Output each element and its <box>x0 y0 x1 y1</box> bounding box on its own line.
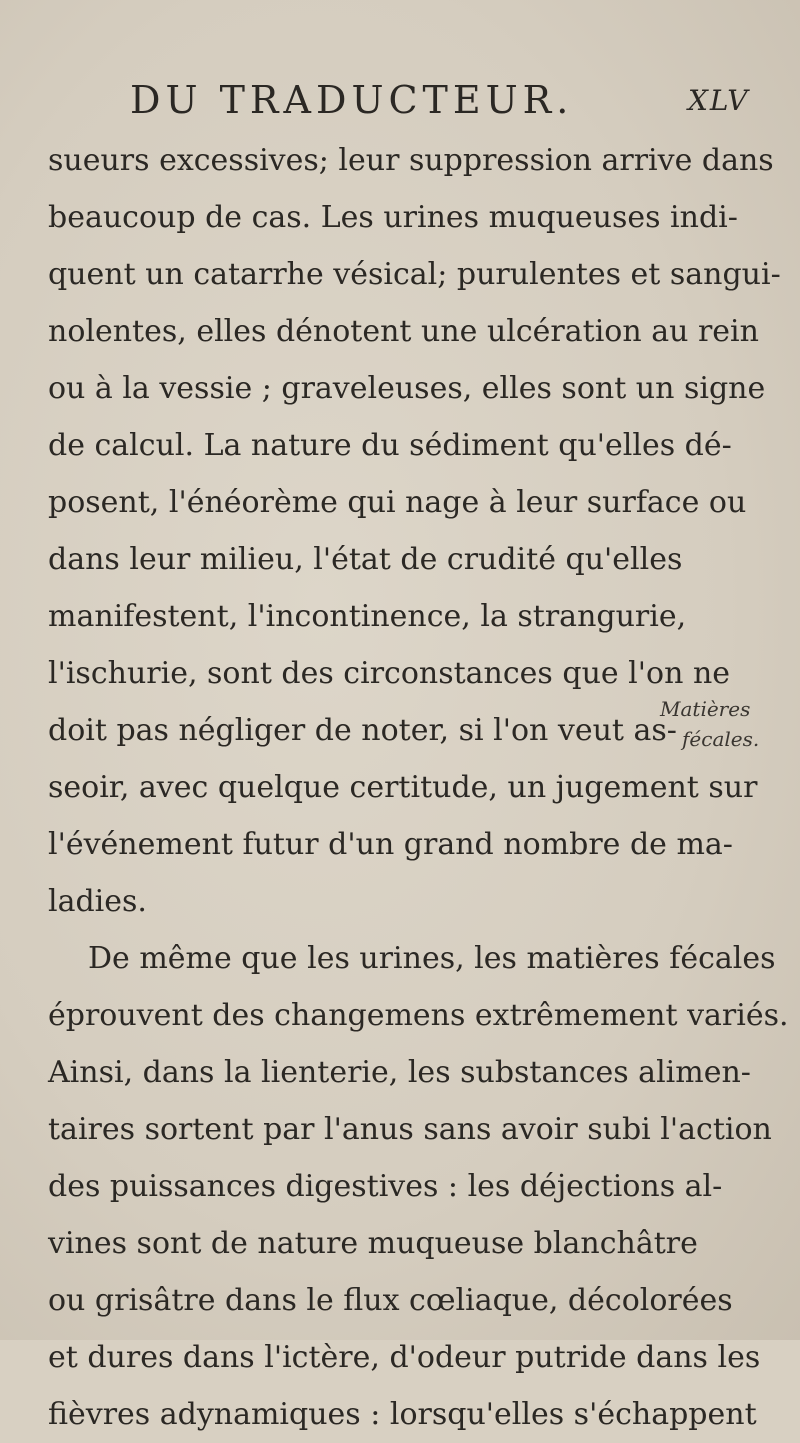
margin-note <box>660 694 780 754</box>
body-text <box>48 132 789 1443</box>
text-line: taires sortent par l'anus sans avoir subi l'action <box>48 1112 772 1147</box>
text-line: ladies. <box>48 884 147 919</box>
text-line: l'ischurie, sont des circonstances que l'on ne <box>48 656 731 691</box>
text-line: nolentes, elles dénotent une ulcération au rein <box>48 314 759 349</box>
page-number: XLV <box>688 84 750 117</box>
text-line: de calcul. La nature du sédiment qu'elles dé- <box>48 428 732 463</box>
text-line: ou grisâtre dans le flux cœliaque, décolorées <box>48 1283 733 1318</box>
text-line: éprouvent des changemens extrêmement variés. <box>48 998 789 1033</box>
text-line: manifestent, l'incontinence, la strangurie, <box>48 599 687 634</box>
running-header <box>130 78 770 122</box>
text-line: doit pas négliger de noter, si l'on veut as- <box>48 713 677 748</box>
text-line: fièvres adynamiques : lorsqu'elles s'échappent <box>48 1397 757 1432</box>
header-title: DU TRADUCTEUR. <box>130 78 574 122</box>
text-line: Ainsi, dans la lienterie, les substances alimen- <box>48 1055 751 1090</box>
text-line: beaucoup de cas. Les urines muqueuses indi- <box>48 200 738 235</box>
text-line: des puissances digestives : les déjections al- <box>48 1169 723 1204</box>
paragraph-start-line: De même que les urines, les matières fécales <box>88 941 776 976</box>
text-line: dans leur milieu, l'état de crudité qu'elles <box>48 542 683 577</box>
margin-note-line: Matières <box>660 697 751 721</box>
text-line: quent un catarrhe vésical; purulentes et sangui- <box>48 257 781 292</box>
text-line: posent, l'énéorème qui nage à leur surface ou <box>48 485 747 520</box>
text-line: l'événement futur d'un grand nombre de ma- <box>48 827 733 862</box>
text-line: seoir, avec quelque certitude, un jugement sur <box>48 770 758 805</box>
text-line: sueurs excessives; leur suppression arrive dans <box>48 143 774 178</box>
margin-note-line: fécales. <box>682 727 760 751</box>
text-line: ou à la vessie ; graveleuses, elles sont un signe <box>48 371 766 406</box>
text-line: vines sont de nature muqueuse blanchâtre <box>48 1226 698 1261</box>
text-line: et dures dans l'ictère, d'odeur putride dans les <box>48 1340 761 1375</box>
